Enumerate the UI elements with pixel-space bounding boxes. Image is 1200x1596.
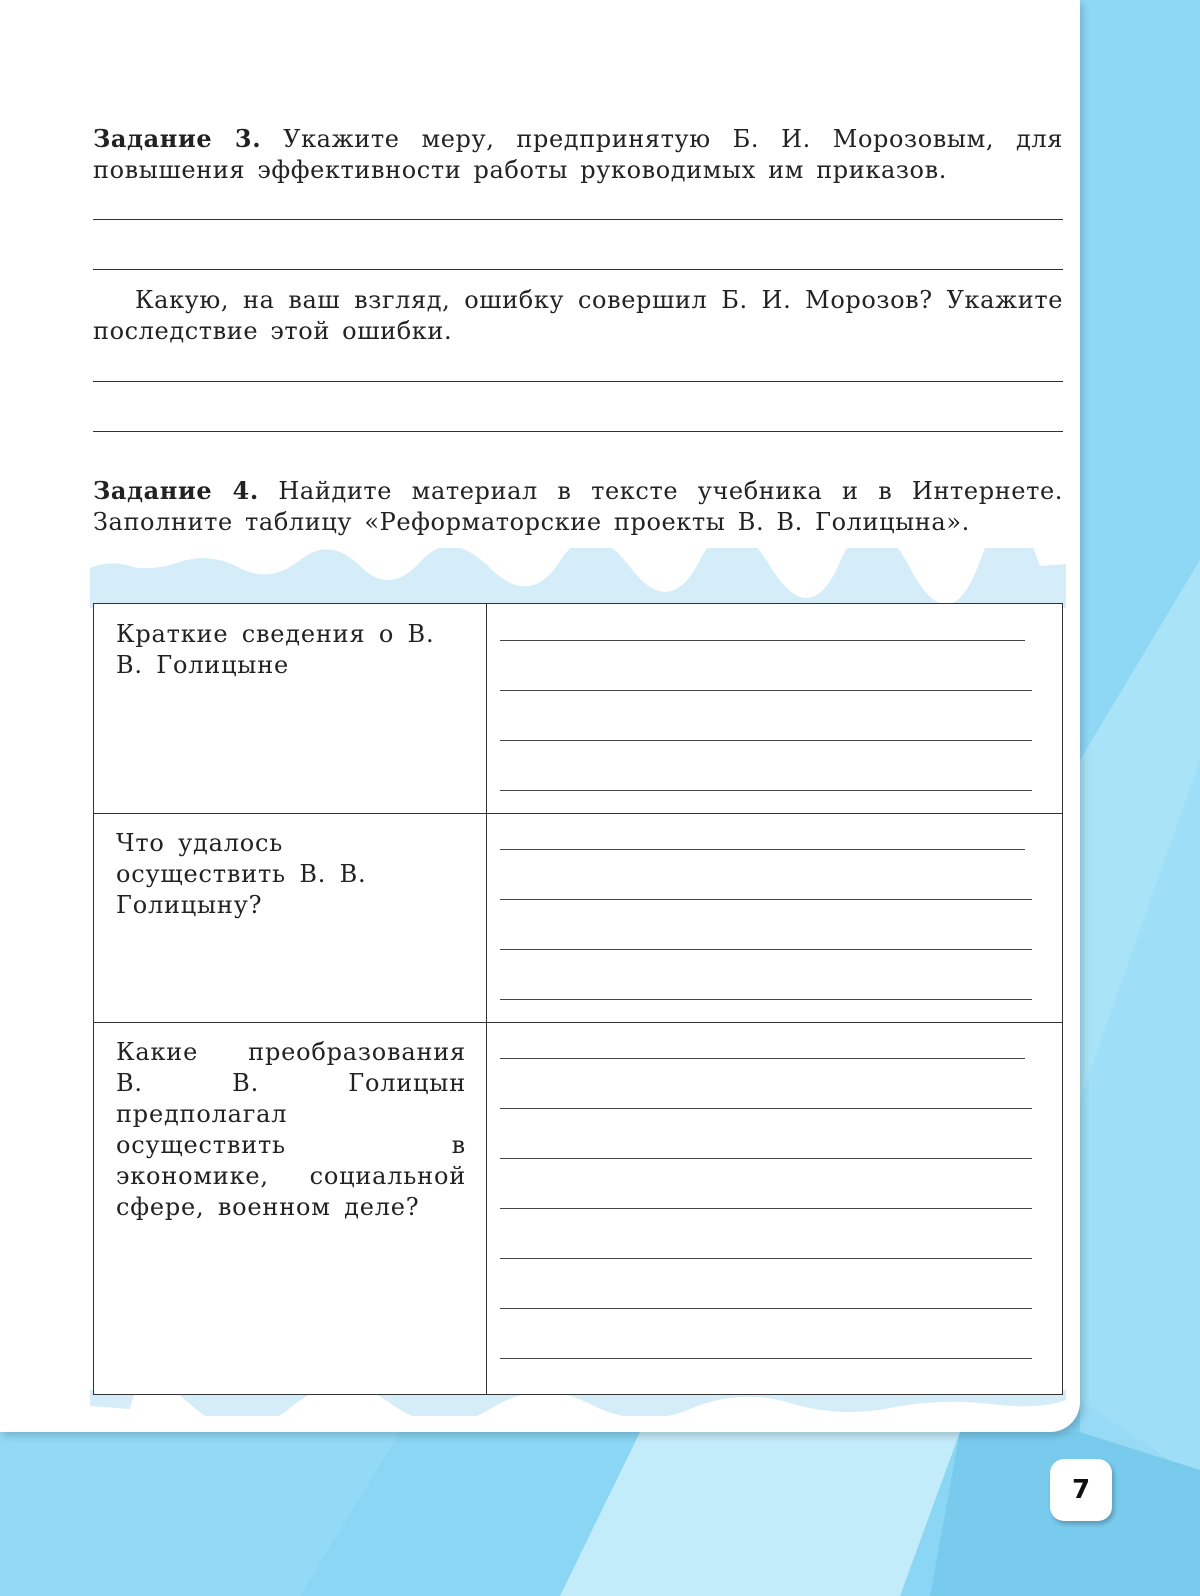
task4-label: Задание 4. — [93, 476, 259, 505]
answer-line[interactable] — [500, 640, 1025, 641]
task3-followup: Какую, на ваш взгляд, ошибку совершил Б. И. Морозов? Укажите последствие этой ошибки. — [93, 286, 1063, 345]
answer-line[interactable] — [500, 690, 1032, 691]
answer-line[interactable] — [500, 1308, 1032, 1309]
table-band-top — [90, 548, 1066, 608]
answer-line[interactable] — [500, 1108, 1032, 1109]
task3-paragraph — [93, 123, 1063, 186]
row-question: Краткие сведения о В. В. Голицыне — [116, 620, 435, 679]
row-question: Какие преобразования В. В. Голицын предполагал осуществить в экономике, социальной сфере, военном деле? — [116, 1038, 466, 1221]
row-divider — [94, 1022, 1062, 1023]
answer-line[interactable] — [500, 1258, 1032, 1259]
task3-label: Задание 3. — [93, 124, 262, 153]
row-divider — [94, 813, 1062, 814]
page-number: 7 — [1050, 1459, 1112, 1521]
answer-line[interactable] — [500, 1158, 1032, 1159]
answer-line[interactable] — [93, 269, 1063, 270]
answer-line[interactable] — [500, 1058, 1025, 1059]
answer-line[interactable] — [500, 1208, 1032, 1209]
answer-line[interactable] — [500, 849, 1025, 850]
answer-line[interactable] — [93, 431, 1063, 432]
task4-paragraph — [93, 475, 1063, 538]
golitsyn-projects-table — [93, 603, 1063, 1395]
answer-line[interactable] — [93, 219, 1063, 220]
answer-line[interactable] — [500, 790, 1032, 791]
answer-line[interactable] — [93, 381, 1063, 382]
task4-text: Найдите материал в тексте учебника и в Интернете. Заполните таблицу «Реформаторские проекты В. В. Голицына». — [93, 477, 1064, 536]
column-divider — [486, 604, 487, 1394]
answer-line[interactable] — [500, 999, 1032, 1000]
answer-line[interactable] — [500, 740, 1032, 741]
task3-text: Укажите меру, предпринятую Б. И. Морозовым, для повышения эффективности работы руководимых им приказов. — [93, 125, 1063, 184]
answer-line[interactable] — [500, 1358, 1032, 1359]
answer-line[interactable] — [500, 949, 1032, 950]
answer-line[interactable] — [500, 899, 1032, 900]
row-question: Что удалось осуществить В. В. Голицыну? — [116, 829, 367, 919]
